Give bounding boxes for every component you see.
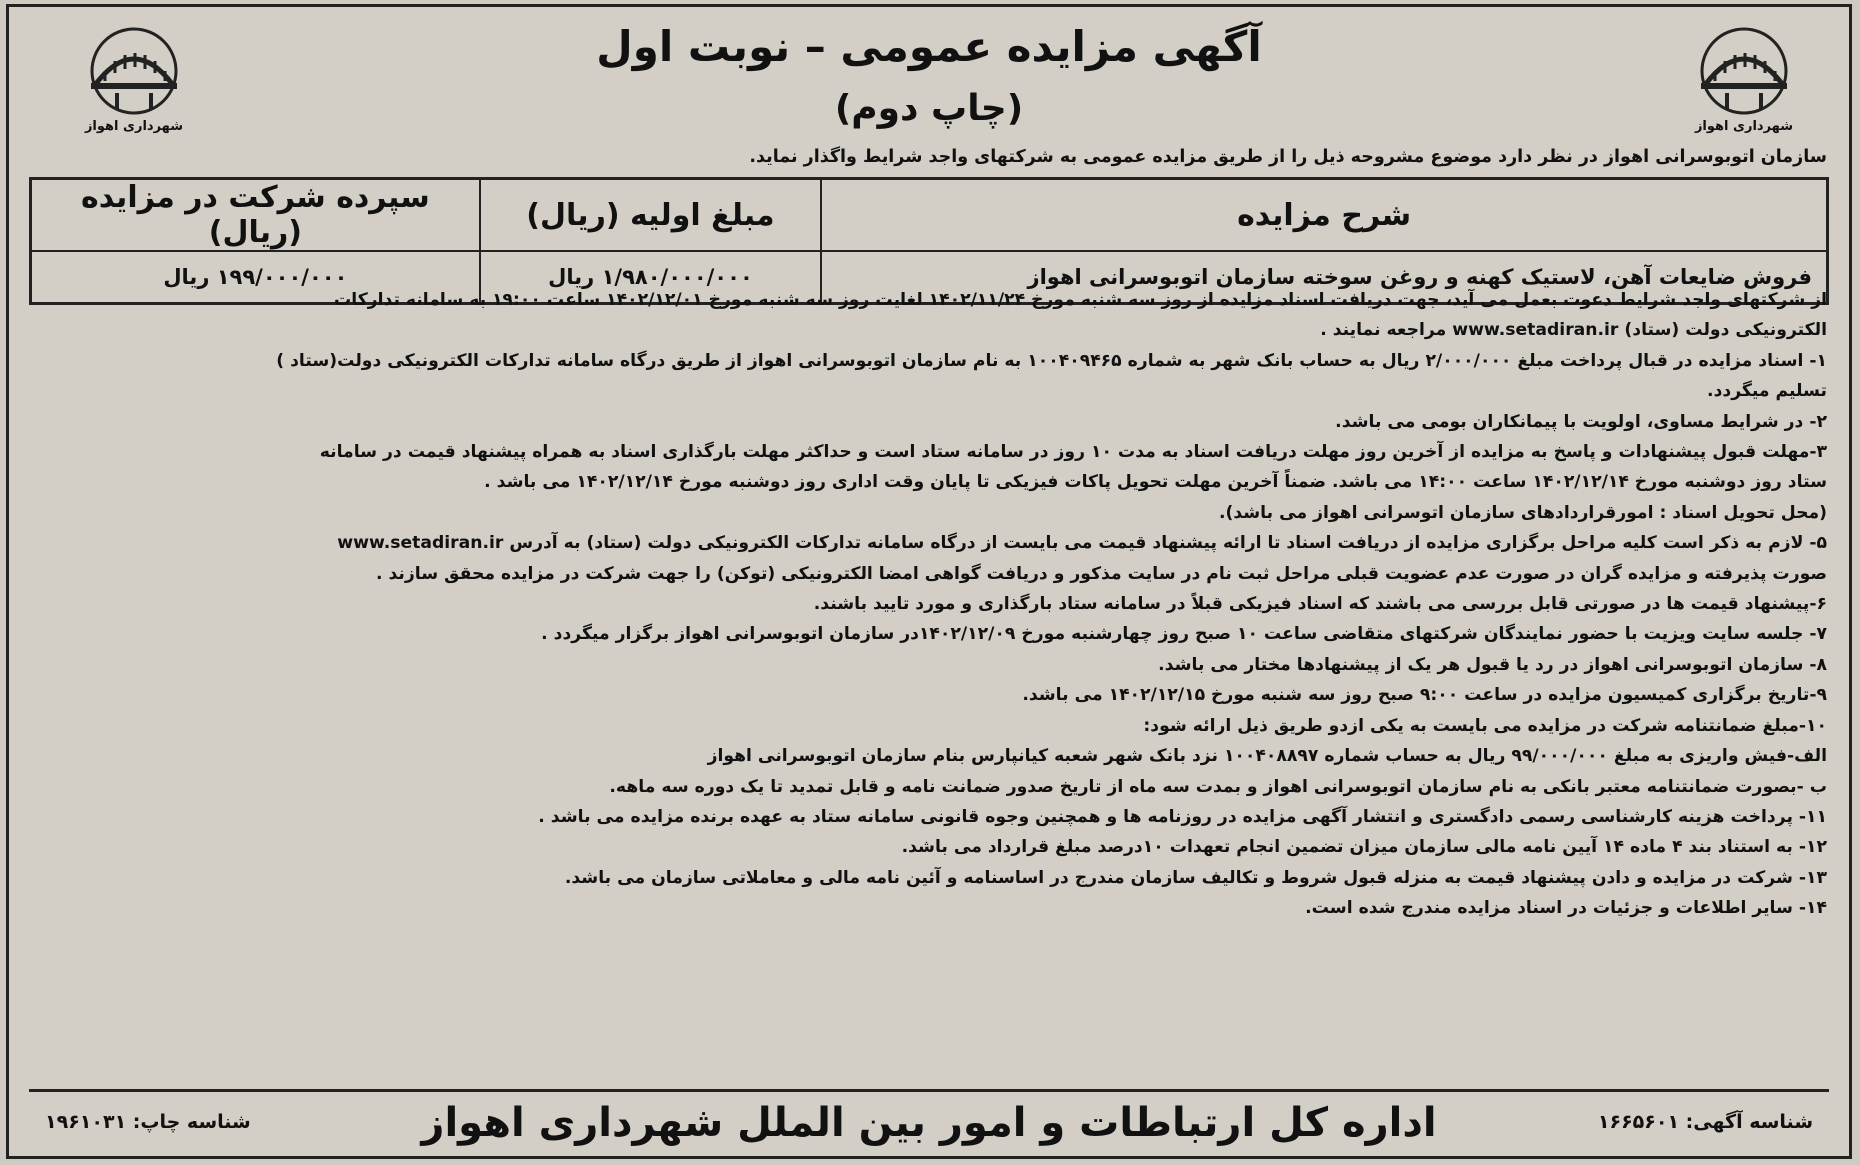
body-line: صورت پذیرفته و مزایده گران در صورت عدم عضویت قبلی مراحل ثبت نام در سایت مذکور و دریافت گواهی امضا الکترونیکی (توکن) را جهت شرکت در مزایده محقق سازند . [375,563,1827,584]
intro-text: سازمان اتوبوسرانی اهواز در نظر دارد موضوع مشروحه ذیل را از طریق مزایده عمومی به شرکتهای واجد شرایط واگذار نماید. [749,147,1827,167]
footer-divider [29,1089,1829,1092]
body-line: ۱۲- به استناد بند ۴ ماده ۱۴ آیین نامه مالی سازمان میزان تضمین انجام تعهدات ۱۰درصد مبلغ قرارداد می باشد. [901,837,1827,858]
body-line: ۱۳- شرکت در مزایده و دادن پیشنهاد قیمت به منزله قبول شروط و تکالیف سازمان مندرج در اساسنامه و آئین نامه مالی و معاملاتی سازمان می باشد. [564,867,1827,888]
body-line: ۶-پیشنهاد قیمت ها در صورتی قابل بررسی می باشند که اسناد فیزیکی قبلاً در سامانه ستاد بارگذاری و مورد تایید باشند. [813,594,1827,615]
body-line: الف-فیش واریزی به مبلغ ۹۹/۰۰۰/۰۰۰ ریال به حساب شماره ۱۰۰۴۰۸۸۹۷ نزد بانک شهر شعبه کیانپارس بنام سازمان اتوبوسرانی اهواز [707,746,1827,767]
body-line: ب -بصورت ضمانتنامه معتبر بانکی به نام سازمان اتوبوسرانی اهواز و بمدت سه ماه از تاریخ صدور ضمانت نامه و قابل تمدید تا یک دوره سه ماهه. [609,776,1827,797]
auction-notice [6,4,1852,1159]
body-line: ۸- سازمان اتوبوسرانی اهواز در رد یا قبول هر یک از پیشنهادها مختار می باشد. [1158,654,1827,675]
header-base-price: مبلغ اولیه (ریال) [480,179,821,252]
notice-body [33,285,1827,924]
table-header-row [31,179,1828,252]
body-line: ۱- اسناد مزایده در قبال پرداخت مبلغ ۲/۰۰۰/۰۰۰ ریال به حساب بانک شهر به شماره ۱۰۰۴۰۹۴۶۵ به نام سازمان اتوبوسرانی اهواز از طریق درگاه سامانه تدارکات الکترونیکی دولت(ستاد ) [276,350,1827,371]
cell-base-price: ۱/۹۸۰/۰۰۰/۰۰۰ ریال [480,251,821,304]
body-line: ۷- جلسه سایت ویزیت با حضور نمایندگان شرکتهای متقاضی ساعت ۱۰ صبح روز چهارشنبه مورخ ۱۴۰۲/۱۲/۰۹در سازمان اتوبوسرانی اهواز برگزار میگردد . [541,624,1827,645]
cell-description: فروش ضایعات آهن، لاستیک کهنه و روغن سوخته سازمان اتوبوسرانی اهواز [821,251,1827,304]
body-line: ۲- در شرایط مساوی، اولویت با پیمانکاران بومی می باشد. [1335,411,1827,432]
body-line: ۱۱- پرداخت هزینه کارشناسی رسمی دادگستری و انتشار آگهی مزایده در روزنامه ها و همچنین وجوه قانونی سامانه ستاد به عهده برنده مزایده می باشد . [538,806,1827,827]
body-line: ستاد روز دوشنبه مورخ ۱۴۰۲/۱۲/۱۴ ساعت ۱۴:۰۰ می باشد. ضمناً آخرین مهلت تحویل پاکات فیزیکی تا پایان وقت اداری روز دوشنبه مورخ ۱۴۰۲/۱۲/۱۴ می باشد . [484,472,1827,493]
logo-caption: شهرداری اهواز [84,119,184,134]
body-line: تسلیم میگردد. [1707,381,1827,402]
print-id: شناسه چاپ: ۱۹۶۱۰۳۱ [45,1111,251,1133]
body-line: (محل تحویل اسناد : امورقراردادهای سازمان اتوسرانی اهواز می باشد). [1218,502,1827,523]
body-line: از شرکتهای واجد شرایط دعوت بعمل می آید، جهت دریافت اسناد مزایده از روز سه شنبه مورخ ۱۴۰۲/۱۱/۲۴ لغایت روز سه شنبه مورخ ۱۴۰۲/۱۲/۰۱ ساعت ۱۹:۰۰ به سامانه تدارکات [334,290,1827,310]
logo-caption: شهرداری اهواز [1694,119,1794,134]
footer [33,1095,1825,1155]
cell-deposit: ۱۹۹/۰۰۰/۰۰۰ ریال [31,251,480,304]
body-line: ۱۴- سایر اطلاعات و جزئیات در اسناد مزایده مندرج شده است. [1305,898,1827,919]
agency-name: اداره کل ارتباطات و امور بین الملل شهرداری اهواز [421,1100,1437,1146]
header-deposit: سپرده شرکت در مزایده (ریال) [31,179,480,252]
page-title: آگهی مزایده عمومی – نوبت اول [596,22,1262,71]
body-line: ۱۰-مبلغ ضمانتنامه شرکت در مزایده می بایست به یکی ازدو طریق ذیل ارائه شود: [1143,715,1827,736]
body-line: ۵- لازم به ذکر است کلیه مراحل برگزاری مزایده از دریافت اسناد تا ارائه پیشنهاد قیمت می بایست از درگاه سامانه تدارکات الکترونیکی دولت (ستاد) به آدرس www.setadiran.ir [337,533,1827,554]
body-line: ۳-مهلت قبول پیشنهادات و پاسخ به مزایده از آخرین روز مهلت دریافت اسناد به مدت ۱۰ روز در سامانه ستاد است و حداکثر مهلت بارگذاری اسناد به همراه پیشنهاد قیمت در سامانه [319,442,1827,463]
ad-id: شناسه آگهی: ۱۶۶۵۶۰۱ [1597,1111,1813,1133]
body-line: الکترونیکی دولت (ستاد) www.setadiran.ir مراجعه نمایند . [1320,320,1827,341]
page-subtitle: (چاپ دوم) [834,88,1024,129]
header-description: شرح مزایده [821,179,1827,252]
body-line: ۹-تاریخ برگزاری کمیسیون مزایده در ساعت ۹:۰۰ صبح روز سه شنبه مورخ ۱۴۰۲/۱۲/۱۵ می باشد. [1022,685,1827,706]
